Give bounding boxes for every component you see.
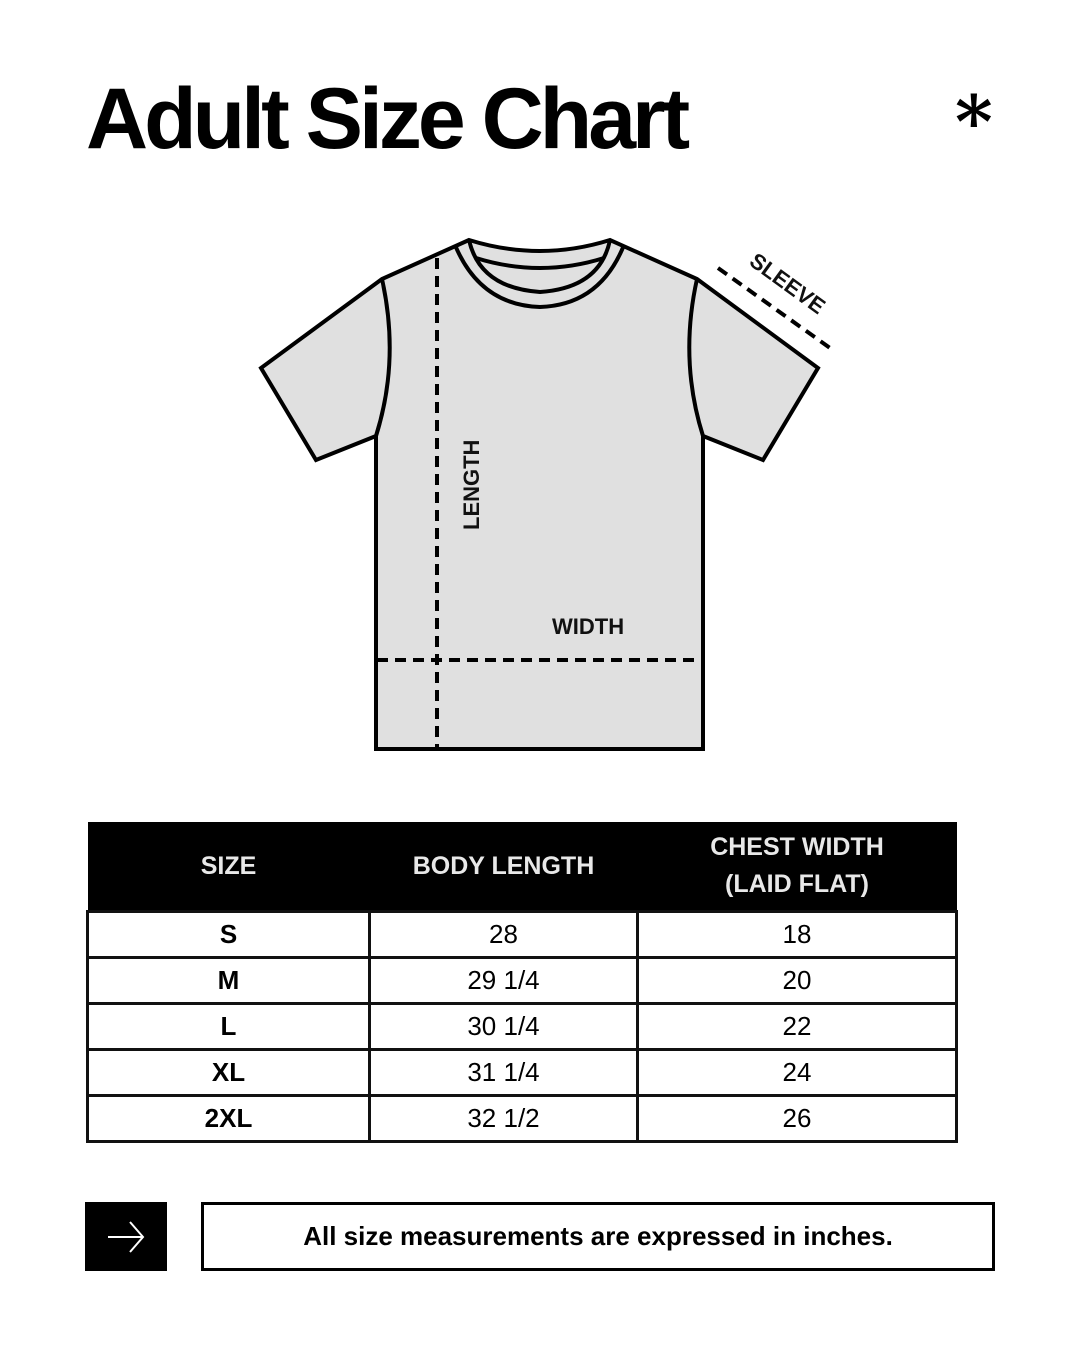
table-row [88,1096,957,1142]
chest-width-cell: 24 [638,1050,957,1096]
size-table [86,822,958,1143]
page-title: Adult Size Chart [86,71,687,167]
body-length-cell: 30 1/4 [370,1004,638,1050]
chest-width-cell: 22 [638,1004,957,1050]
table-row [88,1004,957,1050]
units-note-text: All size measurements are expressed in inches. [303,1221,893,1251]
size-cell: 2XL [88,1096,370,1142]
table-row [88,1050,957,1096]
table-row [88,912,957,958]
size-cell: L [88,1004,370,1050]
body-length-cell: 29 1/4 [370,958,638,1004]
column-header-body-length: BODY LENGTH [370,822,638,912]
arrow-badge [85,1202,167,1271]
body-length-cell: 32 1/2 [370,1096,638,1142]
chest-width-cell: 18 [638,912,957,958]
sleeve-label: SLEEVE [745,247,830,320]
chest-width-cell: 26 [638,1096,957,1142]
asterisk-icon: * [955,79,993,164]
body-length-cell: 31 1/4 [370,1050,638,1096]
size-cell: M [88,958,370,1004]
column-header-size: SIZE [88,822,370,912]
size-cell: XL [88,1050,370,1096]
table-row [88,958,957,1004]
length-label: LENGTH [459,439,484,530]
units-note [201,1202,995,1271]
chest-width-cell: 20 [638,958,957,1004]
table-header-row [88,822,957,912]
tshirt-outline [261,240,818,749]
column-header-chest-width: CHEST WIDTH (LAID FLAT) [638,822,957,912]
arrow-right-icon [106,1219,146,1255]
size-cell: S [88,912,370,958]
body-length-cell: 28 [370,912,638,958]
width-label: WIDTH [552,614,625,639]
